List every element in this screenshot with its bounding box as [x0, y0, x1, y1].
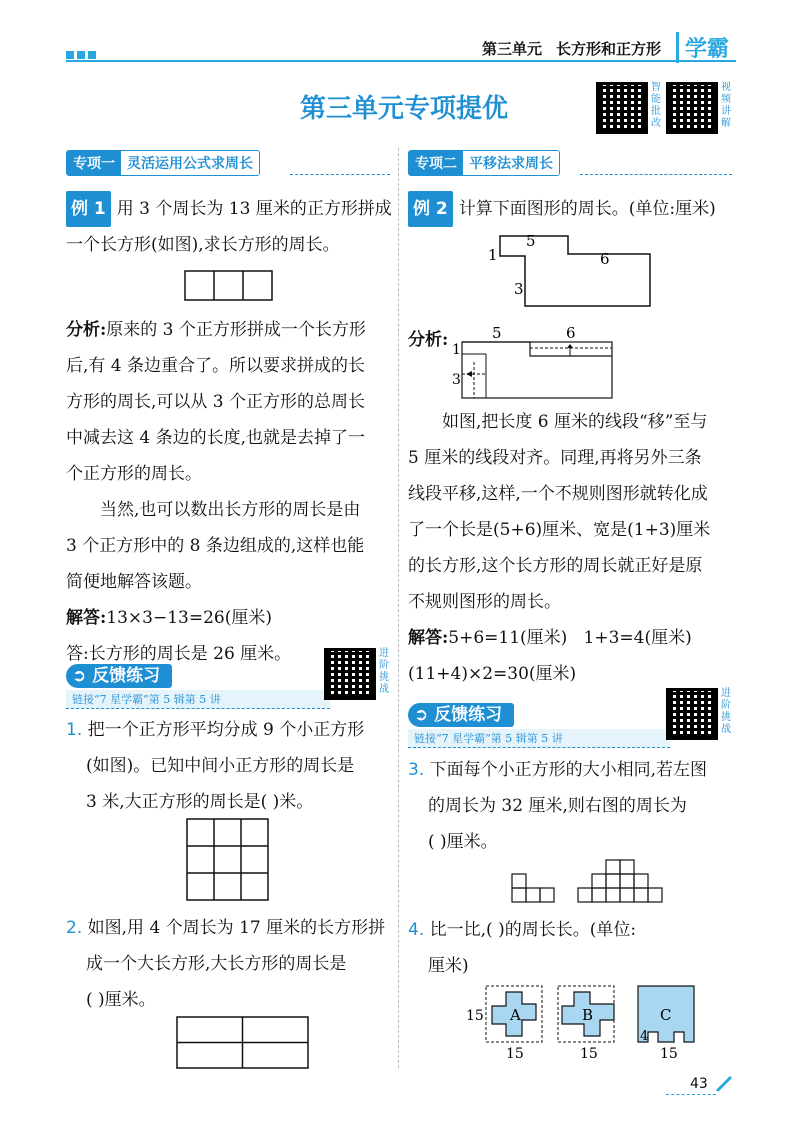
question-text: ( )厘米。 — [86, 990, 156, 1010]
header-chapter: 长方形和正方形 — [556, 40, 662, 58]
analysis-label-2: 分析: — [408, 330, 449, 350]
qr-code-grading[interactable] — [596, 82, 648, 134]
section-tag-label: 专项二 — [409, 151, 463, 175]
section-rule — [580, 174, 732, 175]
column-divider — [398, 148, 400, 1068]
question-number: 1. — [66, 720, 83, 740]
feedback-link-1[interactable]: 链接“7 星学霸”第 5 辑第 5 讲 — [66, 690, 330, 709]
question-4 — [408, 912, 738, 984]
label-1: 1 — [452, 342, 461, 358]
figure-four-rectangles — [176, 1016, 310, 1070]
qr-label-advanced: 进阶挑战 — [379, 648, 389, 695]
answer-formula: (11+4)×2=30(厘米) — [408, 664, 577, 684]
question-text: 比一比,( )的周长长。(单位: — [429, 920, 637, 940]
label-15-b: 15 — [580, 1046, 598, 1062]
section-tag-title: 灵活运用公式求周长 — [121, 151, 259, 175]
answer-formula: 5+6=11(厘米) — [448, 628, 568, 648]
example-text: 计算下面图形的周长。(单位:厘米) — [458, 199, 716, 219]
feedback-link-2[interactable]: 链接“7 星学霸”第 5 辑第 5 讲 — [408, 729, 670, 748]
analysis-line: 当然,也可以数出长方形的周长是由 — [100, 500, 361, 520]
label-6: 6 — [566, 324, 576, 342]
qr-label-video: 视频讲解 — [721, 82, 731, 129]
analysis-line: 不规则图形的周长。 — [408, 592, 561, 612]
label-15-c: 15 — [660, 1046, 678, 1062]
analysis-line: 个正方形的周长。 — [66, 464, 202, 484]
question-1 — [66, 712, 396, 820]
question-text: 把一个正方形平均分成 9 个小正方形 — [87, 720, 365, 740]
question-2 — [66, 910, 396, 1018]
label-c: C — [660, 1006, 672, 1024]
section-rule — [290, 174, 390, 175]
label-b: B — [582, 1006, 594, 1024]
example-tag: 例 1 — [66, 191, 111, 227]
figure-three-squares — [184, 270, 274, 302]
analysis-line: 如图,把长度 6 厘米的线段“移”至与 — [442, 412, 708, 432]
label-5: 5 — [526, 232, 536, 250]
analysis-line: 3 个正方形中的 8 条边组成的,这样也能 — [66, 536, 365, 556]
page-number: 43 — [690, 1076, 708, 1092]
analysis-label: 分析: — [66, 320, 107, 340]
section-tag-1 — [66, 150, 260, 176]
question-text: 成一个大长方形,大长方形的周长是 — [86, 954, 347, 974]
example-tag: 例 2 — [408, 191, 453, 227]
question-text: 3 米,大正方形的周长是( )米。 — [86, 792, 314, 812]
analysis-line: 的长方形,这个长方形的周长就正好是原 — [408, 556, 703, 576]
question-text: 下面每个小正方形的大小相同,若左图 — [429, 760, 708, 780]
right-shape — [578, 860, 662, 902]
qr-code-advanced-1[interactable] — [324, 648, 376, 700]
question-text: ( )厘米。 — [428, 832, 498, 852]
figure-translation — [450, 322, 630, 404]
analysis-line: 线段平移,这样,一个不规则图形就转化成 — [408, 484, 708, 504]
figure-irregular-shape — [480, 226, 660, 318]
section-tag-label: 专项一 — [67, 151, 121, 175]
example-1 — [66, 191, 396, 263]
question-number: 2. — [66, 918, 83, 938]
feedback-title: ➲ 反馈练习 — [408, 703, 514, 727]
question-number: 3. — [408, 760, 425, 780]
answer-formula: 13×3−13=26(厘米) — [106, 608, 272, 628]
question-text: 厘米) — [428, 956, 469, 976]
answer-label: 解答: — [408, 628, 449, 648]
analysis-line: 了一个长是(5+6)厘米、宽是(1+3)厘米 — [408, 520, 711, 540]
label-4: 4 — [640, 1029, 649, 1044]
figure-compare-shapes — [466, 984, 706, 1064]
answer-label: 解答: — [66, 608, 107, 628]
question-text: 如图,用 4 个周长为 17 厘米的长方形拼 — [87, 918, 386, 938]
pencil-icon — [716, 1076, 732, 1092]
example-2 — [408, 191, 738, 227]
figure-square-shapes — [510, 858, 690, 908]
header-rule — [66, 60, 736, 62]
page-title: 第三单元专项提优 — [300, 94, 509, 124]
analysis-line: 中减去这 4 条边的长度,也就是去掉了一 — [66, 428, 366, 448]
analysis-line: 方形的周长,可以从 3 个正方形的总周长 — [66, 392, 366, 412]
section-tag-title: 平移法求周长 — [463, 151, 559, 175]
feedback-bar-2 — [408, 703, 514, 727]
label-15-side: 15 — [466, 1008, 484, 1024]
analysis-line: 后,有 4 条边重合了。所以要求拼成的长 — [66, 356, 366, 376]
feedback-title: ➲ 反馈练习 — [66, 664, 172, 688]
section-tag-2 — [408, 150, 560, 176]
answer-conclusion: 答:长方形的周长是 26 厘米。 — [66, 644, 292, 664]
example-text: 用 3 个周长为 13 厘米的正方形拼成 — [116, 199, 392, 219]
brand-logo: 学霸 — [676, 32, 729, 63]
question-number: 4. — [408, 920, 425, 940]
analysis-line: 简便地解答该题。 — [66, 572, 202, 592]
qr-code-video[interactable] — [666, 82, 718, 134]
label-3: 3 — [452, 372, 461, 388]
qr-label-advanced: 进阶挑战 — [721, 688, 731, 735]
question-text: 的周长为 32 厘米,则右图的周长为 — [428, 796, 687, 816]
left-shape — [512, 874, 554, 902]
qr-code-advanced-2[interactable] — [666, 688, 718, 740]
analysis-1 — [66, 312, 396, 672]
analysis-2 — [408, 404, 738, 692]
question-text: (如图)。已知中间小正方形的周长是 — [86, 756, 355, 776]
label-a: A — [510, 1006, 521, 1024]
feedback-bar-1 — [66, 664, 172, 688]
label-6: 6 — [600, 250, 610, 268]
label-3: 3 — [514, 280, 524, 298]
answer-formula: 1+3=4(厘米) — [583, 628, 692, 648]
label-1: 1 — [488, 246, 498, 264]
page-number-rule — [666, 1094, 716, 1096]
example-text: 一个长方形(如图),求长方形的周长。 — [66, 235, 340, 255]
qr-label-grading: 智能批改 — [651, 82, 661, 129]
question-3 — [408, 752, 738, 860]
header-unit: 第三单元 — [482, 40, 543, 58]
label-15-a: 15 — [506, 1046, 524, 1062]
analysis-line: 原来的 3 个正方形拼成一个长方形 — [106, 320, 366, 340]
figure-nine-squares — [186, 818, 270, 902]
analysis-line: 5 厘米的线段对齐。同理,再将另外三条 — [408, 448, 702, 468]
label-5: 5 — [492, 324, 502, 342]
